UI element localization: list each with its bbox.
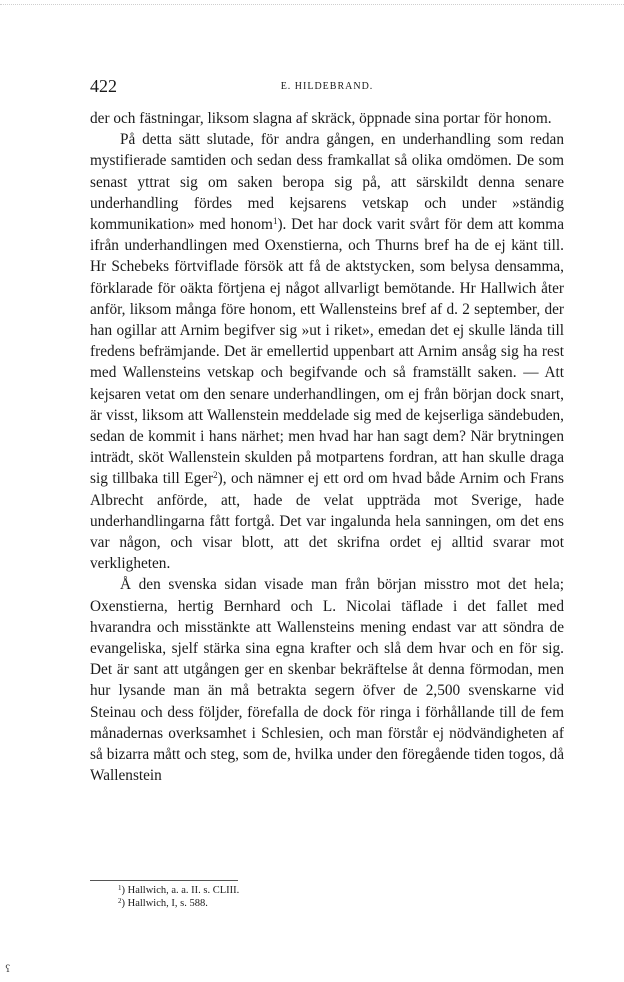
paragraph-2-part-3: ), och nämner ej ett ord om hvad både Arnim och Frans Albrecht anförde, att, hade de velat uppträda mot Sverige, hade underhandlingarna fått fortgå. Det var ingalunda hela sanningen, om det ens var någon, och visar blott, att det skrifna ordet ej alltid svarar mot verkligheten. [90, 470, 565, 573]
footnote-2 [118, 897, 538, 910]
footnote-ref-1: 1 [272, 216, 278, 227]
margin-mark: ʕ [5, 964, 11, 975]
footnote-1-marker: 1 [118, 884, 122, 892]
footnote-1-text: ) Hallwich, a. a. II. s. CLIII. [121, 885, 240, 896]
footnote-2-text: ) Hallwich, I, s. 588. [121, 898, 208, 909]
page-number: 422 [90, 76, 117, 96]
footnote-2-marker: 2 [118, 897, 122, 905]
paragraph-2-part-2: ). Det har dock varit svårt för dem att komma ifrån underhandlingen med Oxenstierna, och Thurns bref ha de ej känt till. Hr Schebeks förtviflade försök att få de aktstycken, som belysa densamma, förklarade för oäkta förtjena ej något allvarligt bemötande. Hr Hallwich åter anför, liksom många före honom, ett Wallensteins bref af d. 2 september, der han ogillar att Arnim begifver sig »ut i riket», emedan det ej skulle lända till fredens befrämjande. Det är emellertid uppenbart att Arnim ansåg sig ha rest med Wallensteins vetskap och begifvande och så framställt saken. — Att kejsaren vetat om den senare underhandlingen, om ej från början dock snart, är visst, liksom att Wallenstein meddelade sig med de kejserliga sändebuden, sedan de kommit i hans närhet; men hvad har han sagt dem? När brytningen inträdt, sköt Wallenstein skulden på motpartens fordran, att han skulle draga sig tillbaka till Eger [90, 216, 564, 488]
body-text [90, 108, 564, 787]
paragraph-2 [90, 129, 564, 574]
footnote-divider [90, 880, 238, 881]
footnotes [118, 884, 538, 910]
scan-edge-marks [0, 4, 624, 6]
paragraph-1: der och fästningar, liksom slagna af skräck, öppnade sina portar för honom. [90, 110, 552, 127]
paragraph-3: Å den svenska sidan visade man från början misstro mot det hela; Oxenstierna, hertig Bernhard och L. Nicolai täflade i det fallet med hvarandra och misstänkte att Wallensteins mening endast var att söndra de evangeliska, sjelf stärka sina egna krafter och slå dem hvar och en för sig. Det är sant att utgången ger en skenbar bekräftelse åt denna förmodan, men hur lysande man än må betrakta segern öfver de 2,500 svenskarne vid Steinau och dess följder, förefalla de dock för ringa i förhållande till de fem månadernas overksamhet i Schlesien, och man förstår ej nödvändigheten af så bizarra mått och steg, som de, hvilka under den föregående tiden togos, då Wallenstein [90, 576, 564, 785]
footnote-1 [118, 884, 538, 897]
page-header [90, 76, 564, 98]
footnote-ref-2: 2 [213, 470, 218, 481]
paragraph-2-part-1: På detta sätt slutade, för andra gången, en underhandling som redan mystifierade samtiden och sedan dess framkallat så olika omdömen. De som senast yttrat sig om saken beropa sig på, att särskildt denna senare underhandling fördes med kejsarens vetskap och under »ständig kommunikation» med honom [90, 131, 564, 234]
running-head: E. HILDEBRAND. [280, 81, 374, 92]
